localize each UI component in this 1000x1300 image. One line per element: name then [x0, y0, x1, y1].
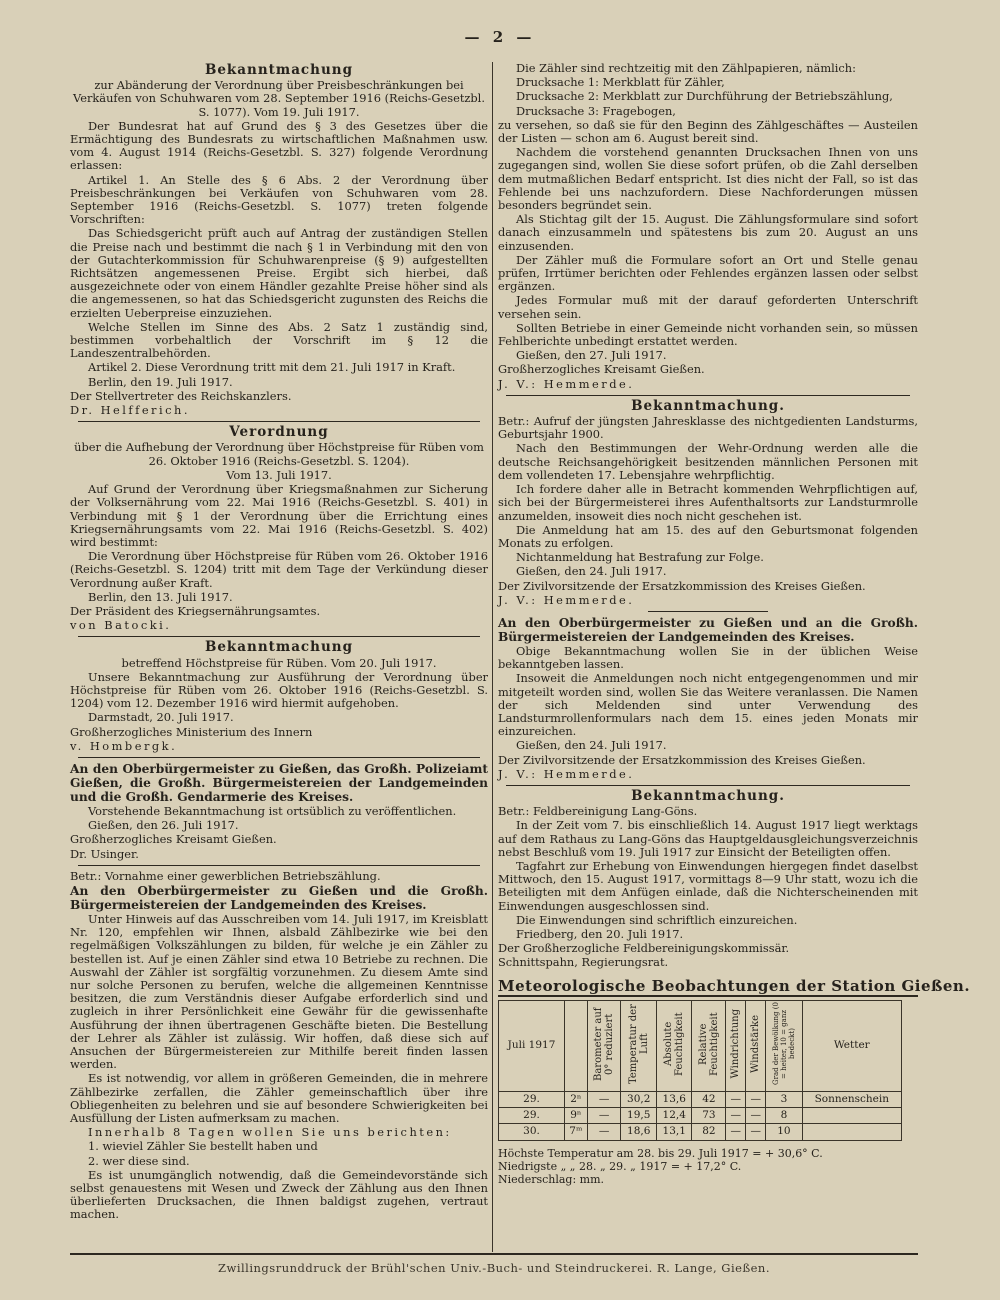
weather-header: Grad der Bewölkung (0 = heiter, 10 = ganz bedeckt) [766, 1000, 802, 1091]
notice-feldbereinigung [498, 787, 918, 970]
notice-paragraph: Das Schiedsgericht prüft auch auf Antrag der zuständigen Stellen die Preise nach und bestimmt die nach § 1 in Verbindung mit den von der Gutachterkommission für Schuhwarenpreise (§ 9) aufgestellten Richtsätzen angemessenen Preise. Ergibt sich hierbei, daß ausgezeichnete oder von einem Händler gezahlte Preise höher sind als die angemessenen, so hat das Schiedsgericht zugunsten des Reichs die erzielten Ueberpreise einzuziehen. [70, 226, 488, 320]
signer-title: Der Zivilvorsitzende der Ersatzkommission des Kreises Gießen. [498, 752, 866, 767]
weather-cell: 29. [499, 1108, 565, 1124]
signer-title: Großherzogliches Ministerium des Innern [70, 724, 313, 739]
weather-cell: — [726, 1092, 746, 1108]
notice-paragraph: Als Stichtag gilt der 15. August. Die Zählungsformulare sind sofort danach einzusammeln und spätestens bis zum 20. August an uns einzusenden. [498, 212, 918, 253]
notice-paragraph: zu versehen, so daß sie für den Beginn des Zählgeschäftes — Austeilen der Listen — schon am 6. August bereit sind. [498, 117, 918, 146]
weather-cell: 18,6 [621, 1124, 657, 1140]
notice-paragraph: Welche Stellen im Sinne des Abs. 2 Satz 1 zuständig sind, bestimmen vorbehaltlich der Vorschrift im § 12 die Landeszentralbehörden. [70, 319, 488, 361]
left-column [70, 62, 488, 1225]
notice-paragraph: Innerhalb 8 Tagen wollen Sie uns berichten: [88, 1125, 452, 1140]
weather-cell: — [587, 1124, 621, 1140]
weather-cell: 42 [692, 1092, 726, 1108]
signer-title: Der Zivilvorsitzende der Ersatzkommission des Kreises Gießen. [498, 578, 866, 593]
notice-paragraph: Die Verordnung über Höchstpreise für Rüben vom 26. Oktober 1916 (Reichs-Gesetzbl. S. 1204) tritt mit dem Tage der Verkündung dieser Verordnung außer Kraft. [70, 549, 488, 590]
weather-header: Temperatur der Luft [621, 1000, 657, 1091]
place-date: Berlin, den 19. Juli 1917. [88, 374, 233, 389]
weather-cell: 30. [499, 1124, 565, 1140]
betr-line: Betr.: Feldbereinigung Lang-Göns. [498, 804, 698, 819]
notice-paragraph: Jedes Formular muß mit der darauf geforderten Unterschrift versehen sein. [498, 293, 918, 321]
notice-paragraph: Es ist notwendig, vor allem in größeren Gemeinden, die in mehrere Zählbezirke zerfallen, die Zähler gemeinschaftlich über ihre Obliegenheiten zu belehren und sie auf besondere Schwierigkeiten bei Ausfüllung der Listen aufmerksam zu machen. [70, 1071, 488, 1126]
weather-cell: 10 [766, 1124, 802, 1140]
address-heading: An den Oberbürgermeister zu Gießen und an die Großh. Bürgermeistereien der Landgemeinden des Kreises. [498, 615, 918, 644]
notice-paragraph: Auf Grund der Verordnung über Kriegsmaßnahmen zur Sicherung der Volksernährung vom 22. Mai 1916 (Reichs-Gesetzbl. S. 401) in Verbindung mit § 1 der Verordnung über die Errichtung eines Kriegsernährungsamts vom 22. Mai 1916 (Reichs-Gesetzbl. S. 402) wird bestimmt: [70, 482, 488, 549]
right-column [498, 61, 971, 1186]
weather-cell: 3 [766, 1092, 802, 1108]
list-item: Drucksache 3: Fragebogen, [516, 103, 676, 118]
weather-note-max: Höchste Temperatur am 28. bis 29. Juli 1917 = + 30,6° C. [498, 1146, 823, 1160]
notice-paragraph: Obige Bekanntmachung wollen Sie in der üblichen Weise bekanntgeben lassen. [498, 643, 918, 672]
notice-paragraph: Der Bundesrat hat auf Grund des § 3 des Gesetzes über die Ermächtigung des Bundesrats zu wirtschaftlichen Maßnahmen usw. vom 4. August 1914 (Reichs-Gesetzbl. S. 327) folgende Verordnung erlassen: [70, 118, 488, 173]
notice-title: Bekanntmachung. [631, 397, 785, 414]
weather-cell: 73 [692, 1108, 726, 1124]
weather-cell: 9ⁿ [565, 1108, 588, 1124]
place-date: Darmstadt, 20. Juli 1917. [88, 710, 234, 725]
notice-paragraph: Der Zähler muß die Formulare sofort an Ort und Stelle genau prüfen, Irrtümer berichten oder Fehlendes ergänzen lassen oder selbst ergänzen. [498, 252, 918, 294]
signer-title: Großherzogliches Kreisamt Gießen. [70, 832, 277, 847]
weather-cell: 7ᵐ [565, 1124, 588, 1140]
weather-header: Windstärke [746, 1000, 766, 1091]
notice-paragraph: Insoweit die Anmeldungen noch nicht entgegengenommen und mir mitgeteilt worden sind, wollen Sie das Weitere veranlassen. Die Namen der sich Meldenden sind unter Verwendung des Landsturmrollenformulars nach dem 15. eines jeden Monats mir einzureichen. [498, 671, 918, 739]
notice-paragraph: Unsere Bekanntmachung zur Ausführung der Verordnung über Höchstpreise für Rüben vom 26. Oktober 1916 (Reichs-Gesetzbl. S. 1204) vom 12. Dezember 1916 wird hiermit aufgehoben. [70, 669, 488, 711]
signer-title: Der Präsident des Kriegsernährungsamtes. [70, 603, 321, 618]
page-number: — 2 — [464, 28, 536, 46]
weather-cell: 13,1 [656, 1124, 692, 1140]
printer-imprint: Zwillingsrunddruck der Brühl'schen Univ.-Buch- und Steindruckerei. R. Lange, Gießen. [70, 1253, 918, 1275]
notice-paragraph: Ich fordere daher alle in Betracht kommenden Wehrpflichtigen auf, sich bei der Bürgermeisterei ihres Aufenthaltsorts zur Landsturmrolle anzumelden, insoweit dies noch nicht geschehen ist. [498, 482, 918, 523]
weather-section [498, 976, 971, 1186]
list-item: 1. wieviel Zähler Sie bestellt haben und [88, 1139, 318, 1154]
notice-paragraph: Sollten Betriebe in einer Gemeinde nicht vorhanden sein, so müssen Fehlberichte unbedingt erstattet werden. [498, 320, 918, 349]
notice-paragraph: Nichtanmeldung hat Bestrafung zur Folge. [516, 550, 764, 565]
signer-title: Großherzogliches Kreisamt Gießen. [498, 362, 705, 377]
weather-cell: 82 [692, 1124, 726, 1140]
weather-note-precip: Niederschlag: mm. [498, 1172, 605, 1186]
weather-note-min: Niedrigste „ „ 28. „ 29. „ 1917 = + 17,2° C. [498, 1159, 742, 1173]
weather-cell: 19,5 [621, 1108, 657, 1124]
weather-header [565, 1000, 588, 1091]
signer-name: Dr. Helfferich. [70, 403, 190, 418]
weather-cell: 2ⁿ [565, 1092, 588, 1108]
notice-paragraph: Unter Hinweis auf das Ausschreiben vom 14. Juli 1917, im Kreisblatt Nr. 120, empfehlen wir Ihnen, alsbald Zählbezirke wie bei den regelmäßigen Volkszählungen zu bilden, für welche je ein Zähler zu bestellen ist. Auf je einen Zähler sind etwa 10 Betriebe zu rechnen. Die Auswahl der Zähler ist sorgfältig vorzunehmen. Zu diesem Amte sind nur solche Personen zu berufen, welche die allgemeinen Kenntnisse besitzen, die zum Verständnis dieser Aufgabe erforderlich sind und zugleich in ihrer Persönlichkeit eine Gewähr für die gewissenhafte Ausführung der ihnen übertragenen Geschäfte bieten. Die Bestellung der Lehrer als Zähler ist zulässig. Wir hoffen, daß diese sich auf Ansuchen der Bürgermeistereien zur Mithilfe bereit finden lassen werden. [70, 911, 488, 1072]
section-rule [506, 395, 910, 396]
weather-cell: 13,6 [656, 1092, 692, 1108]
notice-paragraph: Die Einwendungen sind schriftlich einzureichen. [516, 912, 798, 927]
notice-landsturm [498, 397, 918, 607]
signer-title: Der Großherzogliche Feldbereinigungskommissär. [498, 941, 790, 956]
notice-paragraph: Es ist unumgänglich notwendig, daß die Gemeindevorstände sich selbst genauestens mit Wesen und Zweck der Zählung aus den Ihnen überlieferten Drucksachen, die Ihnen baldigst zugehen, vertraut machen. [70, 1167, 488, 1222]
notice-veroeffentlichung [70, 762, 488, 861]
weather-cell: 12,4 [656, 1108, 692, 1124]
notice-subtitle: über die Aufhebung der Verordnung über Höchstpreise für Rüben vom 26. Oktober 1916 (Reichs-Gesetzbl. S. 1204). [74, 440, 484, 468]
notice-title: Bekanntmachung [204, 639, 354, 656]
place-date: Gießen, den 26. Juli 1917. [88, 818, 239, 833]
signer-name: v. Hombergk. [70, 738, 178, 753]
notice-paragraph: Artikel 1. An Stelle des § 6 Abs. 2 der Verordnung über Preisbeschränkungen bei Verkäufen von Schuhwaren vom 28. September 1916 (Reichs-Gesetzbl. S. 1077) treten folgende Vorschriften: [70, 172, 488, 227]
notice-date: Vom 13. Juli 1917. [226, 467, 332, 482]
weather-cell: — [587, 1108, 621, 1124]
section-rule [78, 421, 480, 422]
notice-title: Verordnung [229, 424, 329, 441]
list-item: Drucksache 2: Merkblatt zur Durchführung der Betriebszählung, [516, 89, 893, 104]
betr-line: Betr.: Aufruf der jüngsten Jahresklasse des nichtgedienten Landsturms, Geburtsjahr 1900. [498, 414, 918, 442]
list-item: Drucksache 1: Merkblatt für Zähler, [516, 75, 725, 90]
notice-paragraph: Tagfahrt zur Erhebung von Einwendungen hiergegen findet daselbst Mittwoch, den 15. August 1917, vormittags 8—9 Uhr statt, wozu ich die Beteiligten mit dem Anfügen einlade, daß die Nichterscheinenden mit Einwendungen ausgeschlossen sind. [498, 858, 918, 913]
list-item: 2. wer diese sind. [88, 1153, 190, 1168]
weather-table [498, 1000, 902, 1141]
weather-row [499, 1124, 902, 1140]
notice-paragraph: Die Anmeldung hat am 15. des auf den Geburtsmonat folgenden Monats zu erfolgen. [498, 522, 918, 550]
place-date: Friedberg, den 20. Juli 1917. [516, 926, 684, 941]
section-rule [78, 636, 480, 637]
notice-title: Bekanntmachung. [631, 787, 785, 804]
section-rule [506, 785, 910, 786]
signer-name: J. V.: Hemmerde. [498, 766, 635, 781]
weather-title: Meteorologische Beobachtungen der Station Gießen. [498, 980, 918, 997]
weather-cell [802, 1124, 901, 1140]
weather-header: Relative Feuchtigkeit [692, 1000, 726, 1091]
address-heading: An den Oberbürgermeister zu Gießen, das Großh. Polizeiamt Gießen, die Großh. Bürgermeistereien der Landgemeinden und die Großh. Gendarmerie des Kreises. [70, 761, 488, 804]
weather-cell: — [746, 1124, 766, 1140]
notice-paragraph: In der Zeit vom 7. bis einschließlich 14. August 1917 liegt werktags auf dem Rathaus zu Lang-Göns das Hauptgeldausgleichungsverzeichnis nebst Beschluß vom 19. Juli 1917 zur Einsicht der Beteiligten offen. [498, 818, 918, 859]
place-date: Gießen, den 24. Juli 1917. [516, 738, 667, 753]
place-date: Gießen, den 24. Juli 1917. [516, 564, 667, 579]
notice-paragraph: Artikel 2. Diese Verordnung tritt mit dem 21. Juli 1917 in Kraft. [88, 360, 456, 375]
weather-notes [498, 1147, 918, 1186]
weather-header-row [499, 1000, 902, 1091]
notice-paragraph: Nach den Bestimmungen der Wehr-Ordnung werden alle die deutsche Reichsangehörigkeit besitzenden männlichen Personen mit dem vollendeten 17. Lebensjahre wehrpflichtig. [498, 441, 918, 482]
weather-row [499, 1108, 902, 1124]
weather-cell: — [746, 1108, 766, 1124]
weather-header: Windrichtung [726, 1000, 746, 1091]
notice-paragraph: Vorstehende Bekanntmachung ist ortsüblich zu veröffentlichen. [88, 803, 457, 818]
notice-subtitle: betreffend Höchstpreise für Rüben. Vom 20. Juli 1917. [121, 655, 437, 670]
address-heading: An den Oberbürgermeister zu Gießen und die Großh. Bürgermeistereien der Landgemeinden des Kreises. [70, 883, 488, 912]
place-date: Gießen, den 27. Juli 1917. [516, 348, 667, 363]
weather-cell: — [726, 1108, 746, 1124]
weather-cell: 29. [499, 1092, 565, 1108]
notice-paragraph: Nachdem die vorstehend genannten Drucksachen Ihnen von uns zugegangen sind, wollen Sie diese sofort prüfen, ob die Zahl derselben dem mutmaßlichen Bedarf entspricht. Ist dies nicht der Fall, so ist das Fehlende bei uns nachzufordern. Diese Nachforderungen müssen besonders begründet sein. [498, 145, 918, 213]
weather-cell: — [587, 1092, 621, 1108]
weather-header: Wetter [802, 1000, 901, 1091]
notice-hoechstpreise-rueben [70, 641, 488, 753]
weather-header: Juli 1917 [499, 1000, 565, 1091]
notice-zaehlpapiere [498, 62, 918, 391]
section-rule [78, 757, 480, 758]
signer-name: Schnittspahn, Regierungsrat. [498, 955, 669, 970]
section-rule [648, 611, 768, 612]
notice-paragraph: Die Zähler sind rechtzeitig mit den Zählpapieren, nämlich: [516, 61, 856, 75]
weather-cell [802, 1108, 901, 1124]
notice-verordnung-rueben [70, 426, 488, 632]
weather-header: Absolute Feuchtigkeit [656, 1000, 692, 1091]
column-divider [492, 62, 493, 1252]
signer-name: Dr. Usinger. [70, 846, 139, 861]
notice-subtitle: zur Abänderung der Verordnung über Preisbeschränkungen bei Verkäufen von Schuhwaren vom 28. September 1916 (Reichs-Gesetzbl. S. 1077). Vom 19. Juli 1917. [73, 78, 485, 119]
weather-cell: — [726, 1124, 746, 1140]
weather-row [499, 1092, 902, 1108]
weather-cell: — [746, 1092, 766, 1108]
signer-name: von Batocki. [70, 618, 172, 633]
signer-name: J. V.: Hemmerde. [498, 592, 635, 607]
notice-betriebszaehlung [70, 870, 488, 1222]
section-rule [78, 865, 480, 866]
weather-cell: 30,2 [621, 1092, 657, 1108]
betr-line: Betr.: Vornahme einer gewerblichen Betriebszählung. [70, 868, 381, 883]
notice-landsturm-bekanntgabe [498, 616, 918, 781]
weather-header: Barometer auf 0° reduziert [587, 1000, 621, 1091]
notice-schuhwaren [70, 64, 488, 417]
place-date: Berlin, den 13. Juli 1917. [88, 589, 233, 604]
signer-title: Der Stellvertreter des Reichskanzlers. [70, 388, 292, 403]
notice-title: Bekanntmachung [204, 62, 354, 78]
weather-cell: 8 [766, 1108, 802, 1124]
signer-name: J. V.: Hemmerde. [498, 376, 635, 391]
weather-cell: Sonnenschein [802, 1092, 901, 1108]
